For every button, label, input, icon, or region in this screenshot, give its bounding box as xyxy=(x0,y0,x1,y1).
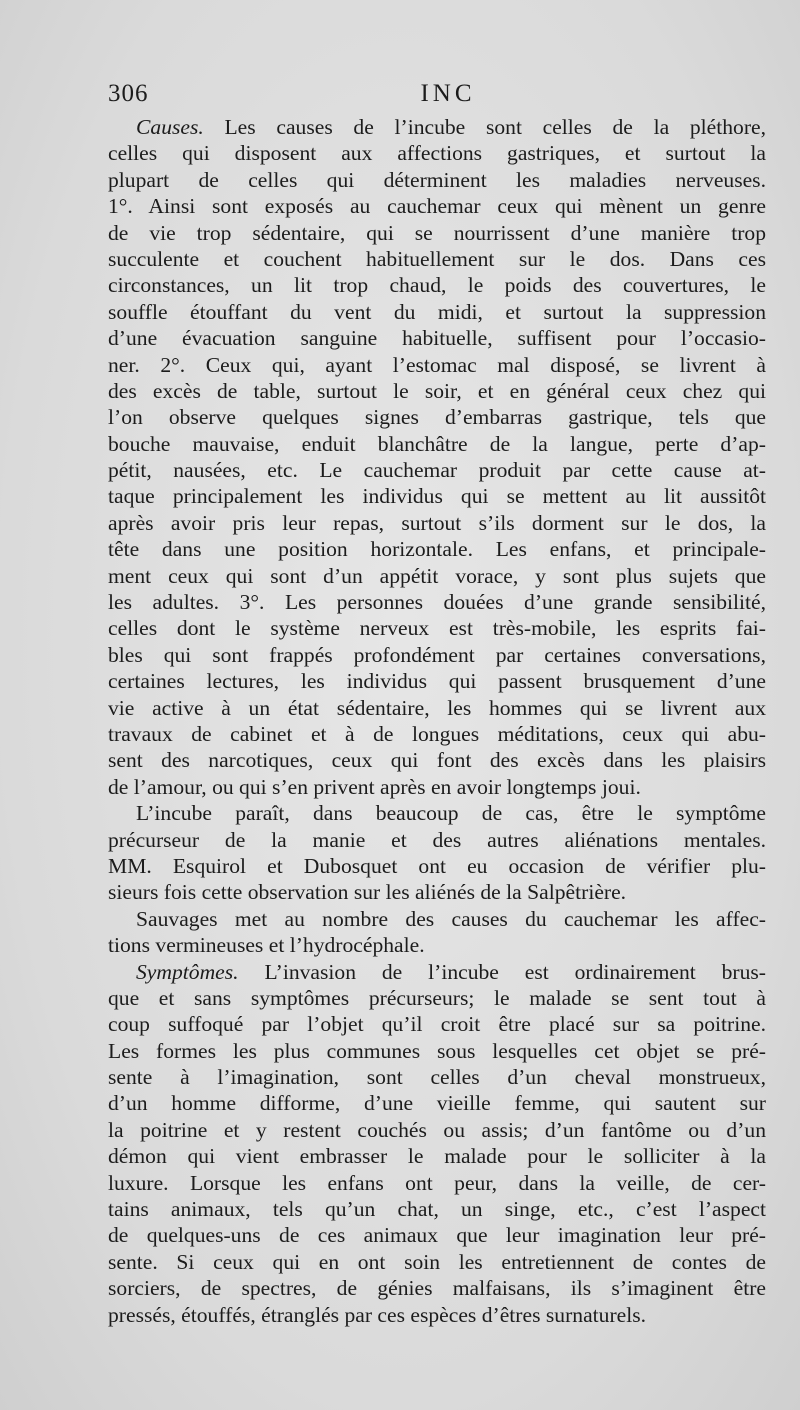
line-text: d’une évacuation sanguine habituelle, suffisent pour l’occasio- xyxy=(108,326,766,351)
line-text: travaux de cabinet et à de longues méditations, ceux qui abu- xyxy=(108,721,766,746)
section-heading: Symptômes. xyxy=(136,959,239,984)
line-text: taque principalement les individus qui se mettent au lit aussitôt xyxy=(108,484,766,509)
text-line xyxy=(108,246,766,272)
line-text: certaines lectures, les individus qui passent brusquement d’une xyxy=(108,669,766,694)
line-text: sente. Si ceux qui en ont soin les entretiennent de contes de xyxy=(108,1249,766,1274)
text-line xyxy=(108,853,766,879)
line-text: Les formes les plus communes sous lesquelles cet objet se pré- xyxy=(108,1038,766,1063)
text-line xyxy=(108,193,766,219)
line-text: d’un homme difforme, d’une vieille femme, qui sautent sur xyxy=(108,1091,766,1116)
text-line xyxy=(108,906,766,932)
text-line xyxy=(108,1222,766,1248)
text-line xyxy=(108,800,766,826)
text-line xyxy=(108,457,766,483)
text-line xyxy=(108,325,766,351)
text-line xyxy=(108,1038,766,1064)
line-text: l’on observe quelques signes d’embarras gastrique, tels que xyxy=(108,405,766,430)
line-text: les adultes. 3°. Les personnes douées d’une grande sensibilité, xyxy=(108,590,766,615)
text-line xyxy=(108,140,766,166)
text-line xyxy=(108,1249,766,1275)
line-text: bouche mauvaise, enduit blanchâtre de la langue, perte d’ap- xyxy=(108,431,766,456)
line-text: tions vermineuses et l’hydrocéphale. xyxy=(108,933,425,958)
line-text: de vie trop sédentaire, qui se nourrissent d’une manière trop xyxy=(108,220,766,245)
line-text: succulente et couchent habituellement sur le dos. Dans ces xyxy=(108,246,766,271)
line-text: bles qui sont frappés profondément par certaines conversations, xyxy=(108,642,766,667)
text-line xyxy=(108,1117,766,1143)
line-text: tête dans une position horizontale. Les enfans, et principale- xyxy=(108,537,766,562)
body-text xyxy=(108,114,766,1328)
line-text: précurseur de la manie et des autres aliénations mentales. xyxy=(108,827,766,852)
line-text: souffle étouffant du vent du midi, et surtout la suppression xyxy=(108,299,766,324)
line-text: sieurs fois cette observation sur les aliénés de la Salpêtrière. xyxy=(108,880,627,905)
line-text: ment ceux qui sont d’un appétit vorace, y sont plus sujets que xyxy=(108,563,766,588)
line-text: celles qui disposent aux affections gastriques, et surtout la xyxy=(108,141,766,166)
text-line xyxy=(108,615,766,641)
text-line xyxy=(108,879,766,905)
line-text: de quelques-uns de ces animaux que leur imagination leur pré- xyxy=(108,1223,766,1248)
text-line xyxy=(108,642,766,668)
line-text: celles dont le système nerveux est très-mobile, les esprits fai- xyxy=(108,616,766,641)
text-line xyxy=(108,1064,766,1090)
line-text: ner. 2°. Ceux qui, ayant l’estomac mal disposé, se livrent à xyxy=(108,352,766,377)
line-text: la poitrine et y restent couchés ou assis; d’un fantôme ou d’un xyxy=(108,1117,766,1142)
text-line xyxy=(108,589,766,615)
section-heading: Causes. xyxy=(136,115,204,139)
line-text: démon qui vient embrasser le malade pour le solliciter à la xyxy=(108,1144,766,1169)
line-text: plupart de celles qui déterminent les maladies nerveuses. xyxy=(108,167,766,192)
line-text: pétit, nausées, etc. Le cauchemar produit par cette cause at- xyxy=(108,458,766,483)
line-text: L’incube paraît, dans beaucoup de cas, être le symptôme xyxy=(136,801,766,826)
line-text: vie active à un état sédentaire, les hommes qui se livrent aux xyxy=(108,695,766,720)
line-text: après avoir pris leur repas, surtout s’ils dorment sur le dos, la xyxy=(108,510,766,535)
text-line xyxy=(108,299,766,325)
line-text: Sauvages met au nombre des causes du cauchemar les affec- xyxy=(136,906,766,931)
text-line xyxy=(108,932,766,958)
text-line xyxy=(108,1170,766,1196)
text-line xyxy=(108,563,766,589)
text-line xyxy=(108,536,766,562)
text-line xyxy=(108,220,766,246)
page-number: 306 xyxy=(108,80,149,107)
text-line xyxy=(108,1275,766,1301)
line-text: L’invasion de l’incube est ordinairement brus- xyxy=(238,959,766,984)
line-text: tains animaux, tels qu’un chat, un singe, etc., c’est l’aspect xyxy=(108,1197,766,1222)
line-text: sente à l’imagination, sont celles d’un cheval monstrueux, xyxy=(108,1065,766,1090)
line-text: coup suffoqué par l’objet qu’il croit être placé sur sa poitrine. xyxy=(108,1012,766,1037)
text-line xyxy=(108,272,766,298)
line-text: que et sans symptômes précurseurs; le malade se sent tout à xyxy=(108,985,766,1010)
text-line xyxy=(108,668,766,694)
text-line xyxy=(108,404,766,430)
line-text: pressés, étouffés, étranglés par ces espèces d’êtres surnaturels. xyxy=(108,1302,647,1327)
line-text: Les causes de l’incube sont celles de la pléthore, xyxy=(203,115,766,139)
text-line xyxy=(108,747,766,773)
line-text: 1°. Ainsi sont exposés au cauchemar ceux qui mènent un genre xyxy=(108,194,766,219)
text-line xyxy=(108,1143,766,1169)
line-text: circonstances, un lit trop chaud, le poids des couvertures, le xyxy=(108,273,766,298)
text-line xyxy=(108,774,766,800)
text-line xyxy=(108,721,766,747)
text-line xyxy=(108,352,766,378)
text-line xyxy=(108,483,766,509)
text-line xyxy=(108,959,766,985)
line-text: luxure. Lorsque les enfans ont peur, dans la veille, de cer- xyxy=(108,1170,766,1195)
page-header xyxy=(108,80,768,114)
text-line xyxy=(108,1011,766,1037)
running-head: INC xyxy=(420,80,476,107)
text-line xyxy=(108,1196,766,1222)
text-line xyxy=(108,985,766,1011)
line-text: des excès de table, surtout le soir, et en général ceux chez qui xyxy=(108,378,766,403)
line-text: sorciers, de spectres, de génies malfaisans, ils s’imaginent être xyxy=(108,1276,766,1301)
text-line xyxy=(108,1302,766,1328)
line-text: sent des narcotiques, ceux qui font des excès dans les plaisirs xyxy=(108,748,766,773)
text-line xyxy=(108,114,766,140)
text-line xyxy=(108,378,766,404)
line-text: de l’amour, ou qui s’en privent après en avoir longtemps joui. xyxy=(108,774,641,799)
line-text: MM. Esquirol et Dubosquet ont eu occasion de vérifier plu- xyxy=(108,853,766,878)
text-line xyxy=(108,827,766,853)
text-line xyxy=(108,1090,766,1116)
text-line xyxy=(108,695,766,721)
text-line xyxy=(108,431,766,457)
text-line xyxy=(108,510,766,536)
text-line xyxy=(108,167,766,193)
